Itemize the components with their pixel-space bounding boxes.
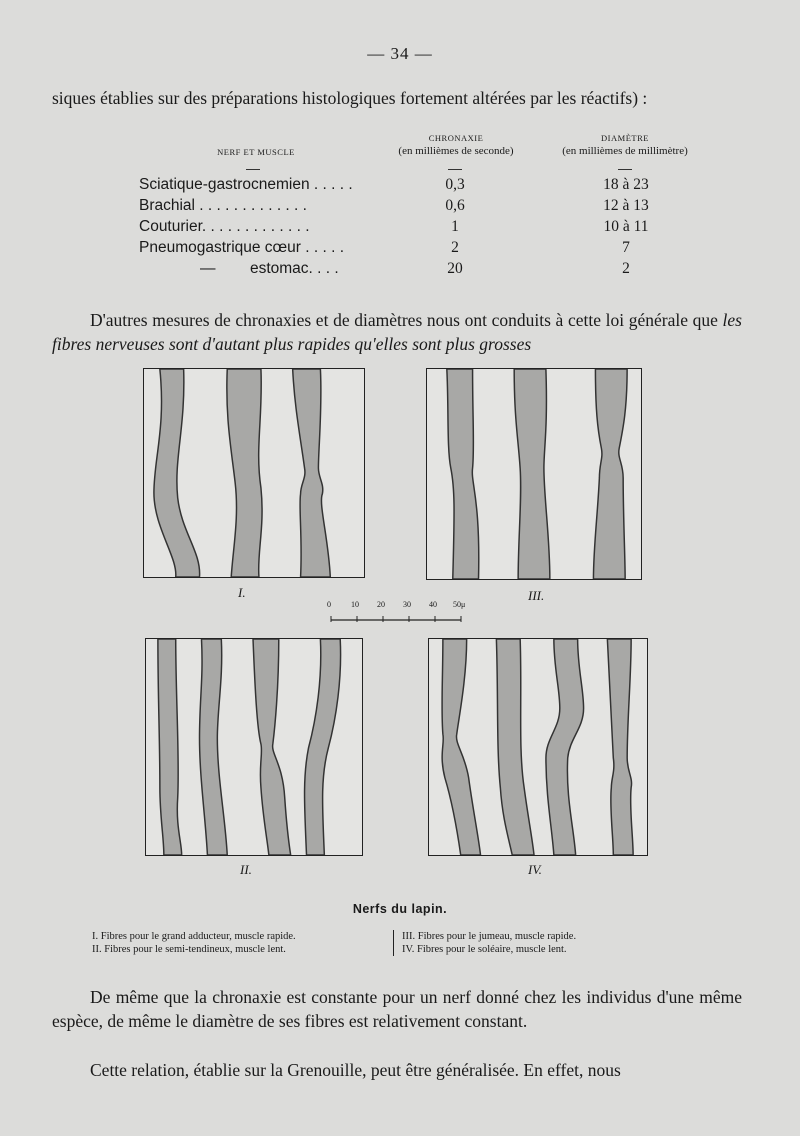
header-diametre-sub: (en millièmes de millimètre)	[562, 145, 688, 157]
paragraph-2	[52, 308, 742, 356]
caption-divider	[393, 930, 394, 956]
caption-line: I. Fibres pour le grand adducteur, muscle rapide.	[92, 931, 296, 942]
nerve-fibres-drawing	[429, 639, 647, 855]
header-diametre-label: DIAMÈTRE	[601, 133, 649, 143]
figure-i	[143, 368, 365, 578]
table-cell-chronaxie: 0,6	[445, 197, 465, 214]
header-rule	[246, 169, 260, 170]
scale-tick-label: 0	[327, 600, 331, 609]
paragraph-1: siques établies sur des préparations histologiques fortement altérées par les réactifs) :	[52, 88, 648, 108]
paragraph-3: De même que la chronaxie est constante pour un nerf donné chez les individus d'une même espèce, de même le diamètre de ses fibres est relativement constant.	[52, 987, 742, 1031]
nerve-fibres-drawing	[146, 639, 362, 855]
figure-label-iv: IV.	[528, 862, 542, 877]
header-chronaxie-sub: (en millièmes de seconde)	[398, 145, 514, 157]
table-row-name: — estomac. . . .	[200, 260, 339, 277]
table-cell-diametre: 2	[622, 260, 630, 277]
table-cell-diametre: 7	[622, 239, 630, 256]
figure-iv	[428, 638, 648, 856]
caption-line: II. Fibres pour le semi-tendineux, muscle lent.	[92, 944, 286, 955]
header-nerf-label: NERF ET MUSCLE	[217, 147, 295, 157]
table-cell-chronaxie: 0,3	[445, 176, 465, 193]
table-cell-diametre: 10 à 11	[603, 218, 649, 235]
table-header-chronaxie	[376, 132, 536, 158]
caption-line: III. Fibres pour le jumeau, muscle rapide.	[402, 931, 577, 942]
table-row-name: Pneumogastrique cœur . . . . .	[139, 239, 345, 256]
header-rule	[448, 169, 462, 170]
figure-label-iii: III.	[528, 588, 545, 603]
table-row-name: Couturier. . . . . . . . . . . . .	[139, 218, 310, 235]
figure-ii	[145, 638, 363, 856]
table-cell-chronaxie: 2	[451, 239, 459, 256]
table-cell-diametre: 12 à 13	[603, 197, 649, 214]
scale-bar	[326, 600, 476, 624]
scale-tick-label: 20	[377, 600, 385, 609]
paragraph-4: Cette relation, établie sur la Grenouille, peut être généralisée. En effet, nous	[90, 1060, 621, 1080]
nerve-fibres-drawing	[427, 369, 641, 579]
table-cell-chronaxie: 20	[447, 260, 463, 277]
scale-tick-label: 40	[429, 600, 437, 609]
figure-caption-title: Nerfs du lapin.	[352, 902, 448, 916]
figure-iii	[426, 368, 642, 580]
page-number: — 34 —	[367, 44, 433, 63]
caption-line: IV. Fibres pour le soléaire, muscle lent.	[402, 944, 567, 955]
table-cell-diametre: 18 à 23	[603, 176, 649, 193]
paragraph-2-italic: les fibres nerveuses sont d'autant plus rapides qu'elles sont plus grosses	[52, 310, 742, 354]
header-chronaxie-label: CHRONAXIE	[428, 133, 484, 143]
table-row-name: Brachial . . . . . . . . . . . . .	[139, 197, 307, 214]
scale-tick-label: 50μ	[453, 600, 466, 609]
table-cell-chronaxie: 1	[451, 218, 459, 235]
figure-label-i: I.	[238, 585, 246, 600]
table-row-name: Sciatique-gastrocnemien . . . . .	[139, 176, 353, 193]
scale-tick-label: 30	[403, 600, 411, 609]
figure-label-ii: II.	[240, 862, 252, 877]
paragraph-2-text: D'autres mesures de chronaxies et de diamètres nous ont conduits à cette loi générale que	[90, 310, 723, 330]
table-header-nerf	[196, 146, 316, 160]
header-rule	[618, 169, 632, 170]
table-header-diametre	[540, 132, 710, 158]
nerve-fibres-drawing	[144, 369, 364, 577]
scale-tick-label: 10	[351, 600, 359, 609]
